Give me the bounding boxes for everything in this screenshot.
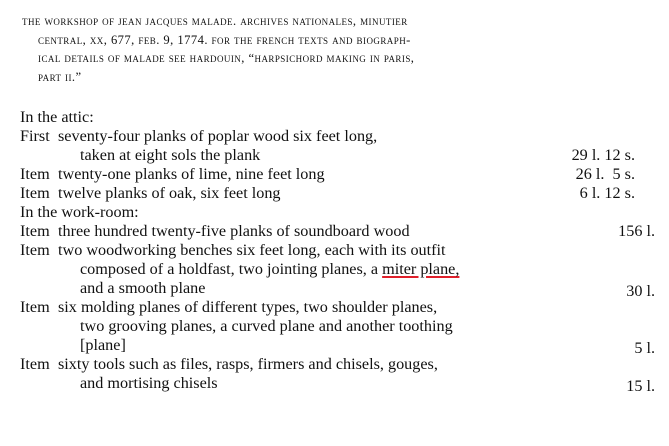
list-item <box>20 298 655 317</box>
item-text: and mortising chisels <box>80 374 218 392</box>
item-text: two grooving planes, a curved plane and another toothing <box>80 317 453 335</box>
list-item-continuation <box>20 279 655 298</box>
item-amount: 156 l. <box>618 222 655 240</box>
item-text: three hundred twenty-five planks of soundboard wood <box>58 222 410 240</box>
item-text: taken at eight sols the plank <box>80 146 261 164</box>
item-text: six molding planes of different types, two shoulder planes, <box>58 298 438 316</box>
item-text: two woodworking benches six feet long, each with its outfit <box>58 241 446 259</box>
item-amount: 30 l. <box>626 282 655 300</box>
item-label: Item <box>20 355 50 373</box>
list-item-continuation <box>20 336 655 355</box>
list-item-continuation <box>20 146 655 165</box>
item-text: and a smooth plane <box>80 279 206 297</box>
item-amount: 26 l. 5 s. <box>575 165 635 183</box>
item-text: seventy-four planks of poplar wood six feet long, <box>58 127 378 145</box>
item-amount: 15 l. <box>626 377 655 395</box>
section-heading-attic: In the attic: <box>20 108 94 126</box>
heading-line: central, xx, 677, feb. 9, 1774. for the french texts and biograph- <box>38 32 411 47</box>
list-item <box>20 184 655 203</box>
list-item <box>20 241 655 260</box>
list-item-continuation <box>20 374 655 393</box>
item-text: twelve planks of oak, six feet long <box>58 184 281 202</box>
item-label: Item <box>20 165 50 183</box>
section-heading-workroom: In the work-room: <box>20 203 139 221</box>
item-amount: 6 l. 12 s. <box>579 184 635 202</box>
inventory-list <box>20 108 655 393</box>
item-text-part: composed of a holdfast, two jointing planes, a <box>80 260 383 278</box>
list-item <box>20 127 655 146</box>
list-item-continuation <box>20 260 655 279</box>
item-text: [plane] <box>80 336 126 354</box>
item-label: Item <box>20 184 50 202</box>
item-text: twenty-one planks of lime, nine feet long <box>58 165 325 183</box>
item-amount: 5 l. <box>634 339 655 357</box>
list-item <box>20 165 655 184</box>
item-label: Item <box>20 298 50 316</box>
highlighted-term-miter-plane: miter plane, <box>382 260 460 278</box>
list-item-continuation <box>20 317 655 336</box>
item-label: First <box>20 127 50 145</box>
item-label: Item <box>20 222 50 240</box>
item-text <box>80 260 459 279</box>
document-heading <box>22 12 652 86</box>
heading-line: the workshop of jean jacques malade. archives nationales, minutier <box>22 14 408 28</box>
item-amount: 29 l. 12 s. <box>571 146 635 164</box>
heading-line: ical details of malade see hardouin, “harpsichord making in paris, <box>38 51 415 65</box>
list-item <box>20 222 655 241</box>
item-text: sixty tools such as files, rasps, firmers and chisels, gouges, <box>58 355 438 373</box>
heading-line: part ii.” <box>38 69 82 84</box>
list-item <box>20 355 655 374</box>
item-label: Item <box>20 241 50 259</box>
